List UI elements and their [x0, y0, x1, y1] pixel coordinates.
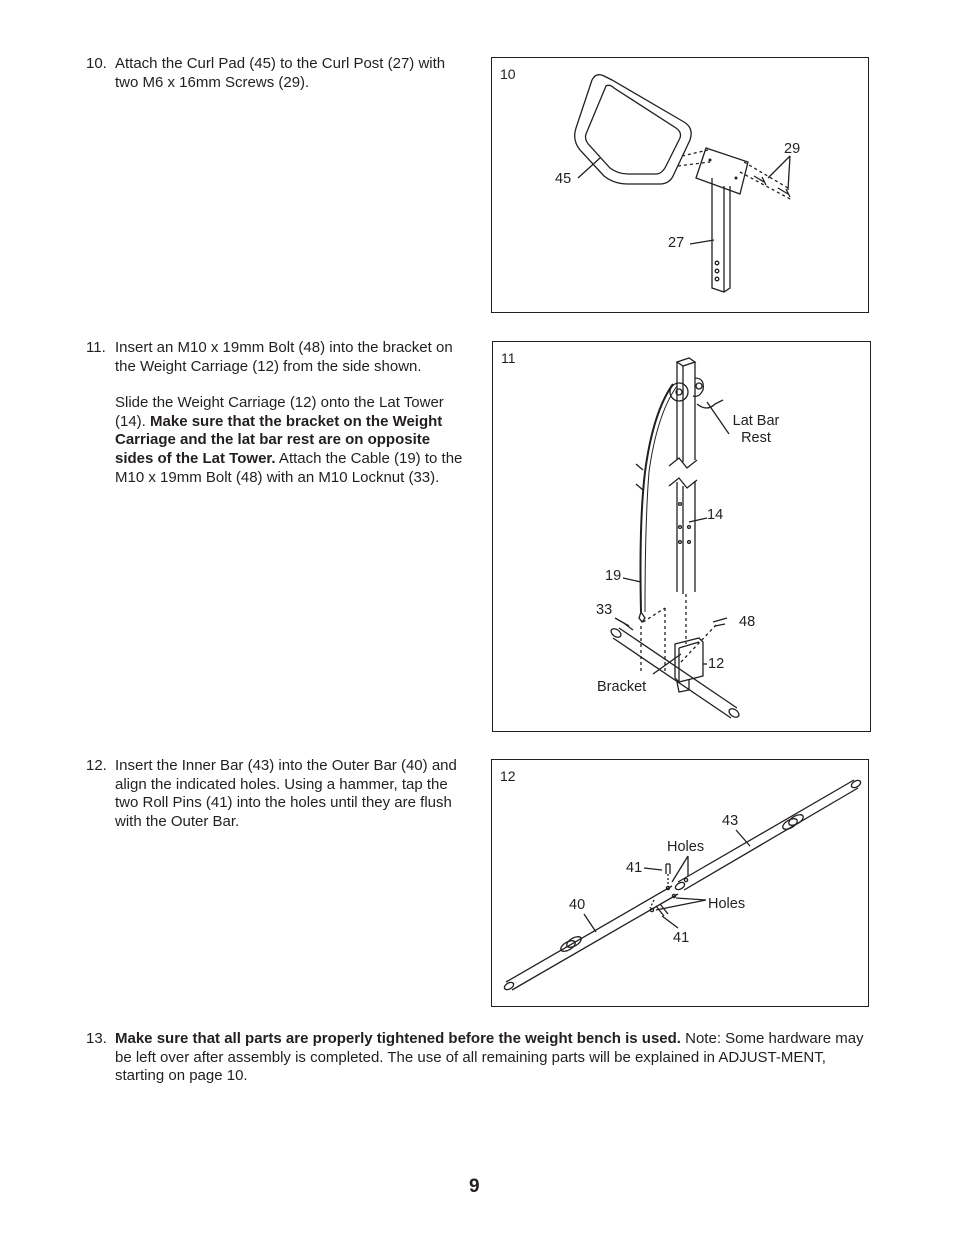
- step-body: [115, 1030, 870, 1086]
- step-paragraph: [115, 55, 465, 92]
- step-number: 12.: [86, 757, 107, 774]
- screw-dashes: [740, 162, 792, 200]
- label-14: 14: [707, 507, 724, 523]
- label-43: 43: [722, 813, 739, 829]
- figure-12: [491, 759, 869, 1007]
- leader-29: [768, 156, 790, 190]
- bar-assembly-illustration: [492, 760, 870, 1008]
- instruction-text: Slide the Weight Carriage (12) onto the Lat Tower (14).: [115, 394, 444, 430]
- leader-19: [623, 578, 641, 582]
- step-body: [115, 339, 465, 487]
- figure-10: [491, 57, 869, 313]
- label-19: 19: [605, 568, 622, 584]
- label-bracket: Bracket: [597, 679, 647, 695]
- label-27: 27: [668, 235, 685, 251]
- label-40: 40: [569, 897, 586, 913]
- figure-11: [492, 341, 871, 732]
- figure-number: 10: [500, 66, 516, 82]
- leader-40: [584, 914, 596, 932]
- step-paragraph: [115, 394, 465, 487]
- screw-29-a: [754, 176, 766, 185]
- step-number: 11.: [86, 339, 106, 356]
- label-lat-bar-rest: Lat Bar Rest: [732, 413, 780, 446]
- page-number: 9: [469, 1176, 480, 1197]
- label-48: 48: [739, 614, 756, 630]
- inner-bar: [678, 780, 858, 890]
- instruction-text: Attach the Curl Pad (45) to the Curl Post (27) with two M6 x 16mm Screws (29).: [115, 55, 446, 91]
- leader-bracket: [653, 654, 681, 674]
- leader-33: [615, 618, 629, 626]
- step-paragraph: [115, 757, 463, 831]
- mounting-plate: [696, 148, 748, 194]
- label-holes-bottom: Holes: [708, 896, 746, 912]
- label-45: 45: [555, 171, 572, 187]
- lat-tower: [677, 358, 695, 366]
- leader-41-top: [644, 868, 662, 870]
- bolt-48: [713, 618, 727, 626]
- curl-pad-illustration: [492, 58, 870, 314]
- instruction-text: Insert an M10 x 19mm Bolt (48) into the bracket on the Weight Carriage (12) from the side shown.: [115, 339, 453, 375]
- leader-14: [689, 518, 707, 522]
- step-number: 13.: [86, 1030, 107, 1047]
- leader-lat-bar-rest: [707, 402, 729, 434]
- figure-number: 11: [501, 350, 516, 366]
- instruction-text: Insert the Inner Bar (43) into the Outer Bar (40) and align the indicated holes. Using a hammer, tap the two Roll Pins (41) into the holes until they are flush with the Outer Bar.: [115, 757, 457, 830]
- bold-instruction: Make sure that all parts are properly tightened before the weight bench is used.: [115, 1030, 681, 1047]
- label-12: 12: [708, 656, 725, 672]
- label-41-top: 41: [626, 860, 643, 876]
- lat-tower-illustration: [493, 342, 872, 733]
- step-paragraph: [115, 1030, 870, 1086]
- outer-bar: [506, 886, 678, 990]
- pin-dashes: [650, 874, 668, 908]
- figure-number: 12: [500, 768, 516, 784]
- break-mark: [669, 458, 697, 488]
- curl-post: [712, 178, 730, 292]
- instruction-text: Attach the Cable (19) to the M10 x 19mm Bolt (48) with an M10 Locknut (33).: [115, 449, 463, 486]
- leader-41-bottom: [662, 916, 678, 928]
- curl-pad-inner: [586, 85, 681, 174]
- label-41-bottom: 41: [673, 930, 690, 946]
- curl-pad-shape: [575, 75, 691, 184]
- step-number: 10.: [86, 55, 107, 72]
- step-body: [115, 757, 463, 831]
- bold-instruction: Make sure that the bracket on the Weight Carriage and the lat bar rest are on opposite sides of the Lat Tower.: [115, 412, 443, 467]
- instruction-text: Note: Some hardware may be left over after assembly is completed. The use of all remaining parts will be explained in ADJUST-MENT, starting on page 10.: [115, 1030, 864, 1085]
- leader-holes-bottom: [656, 898, 706, 910]
- label-33: 33: [596, 602, 613, 618]
- step-paragraph: [115, 339, 465, 376]
- label-holes-top: Holes: [667, 839, 705, 855]
- leader-27: [690, 240, 714, 244]
- roll-pin-41-top: [666, 864, 670, 874]
- step-body: [115, 55, 465, 92]
- cable-end: [639, 612, 645, 622]
- label-29: 29: [784, 141, 801, 157]
